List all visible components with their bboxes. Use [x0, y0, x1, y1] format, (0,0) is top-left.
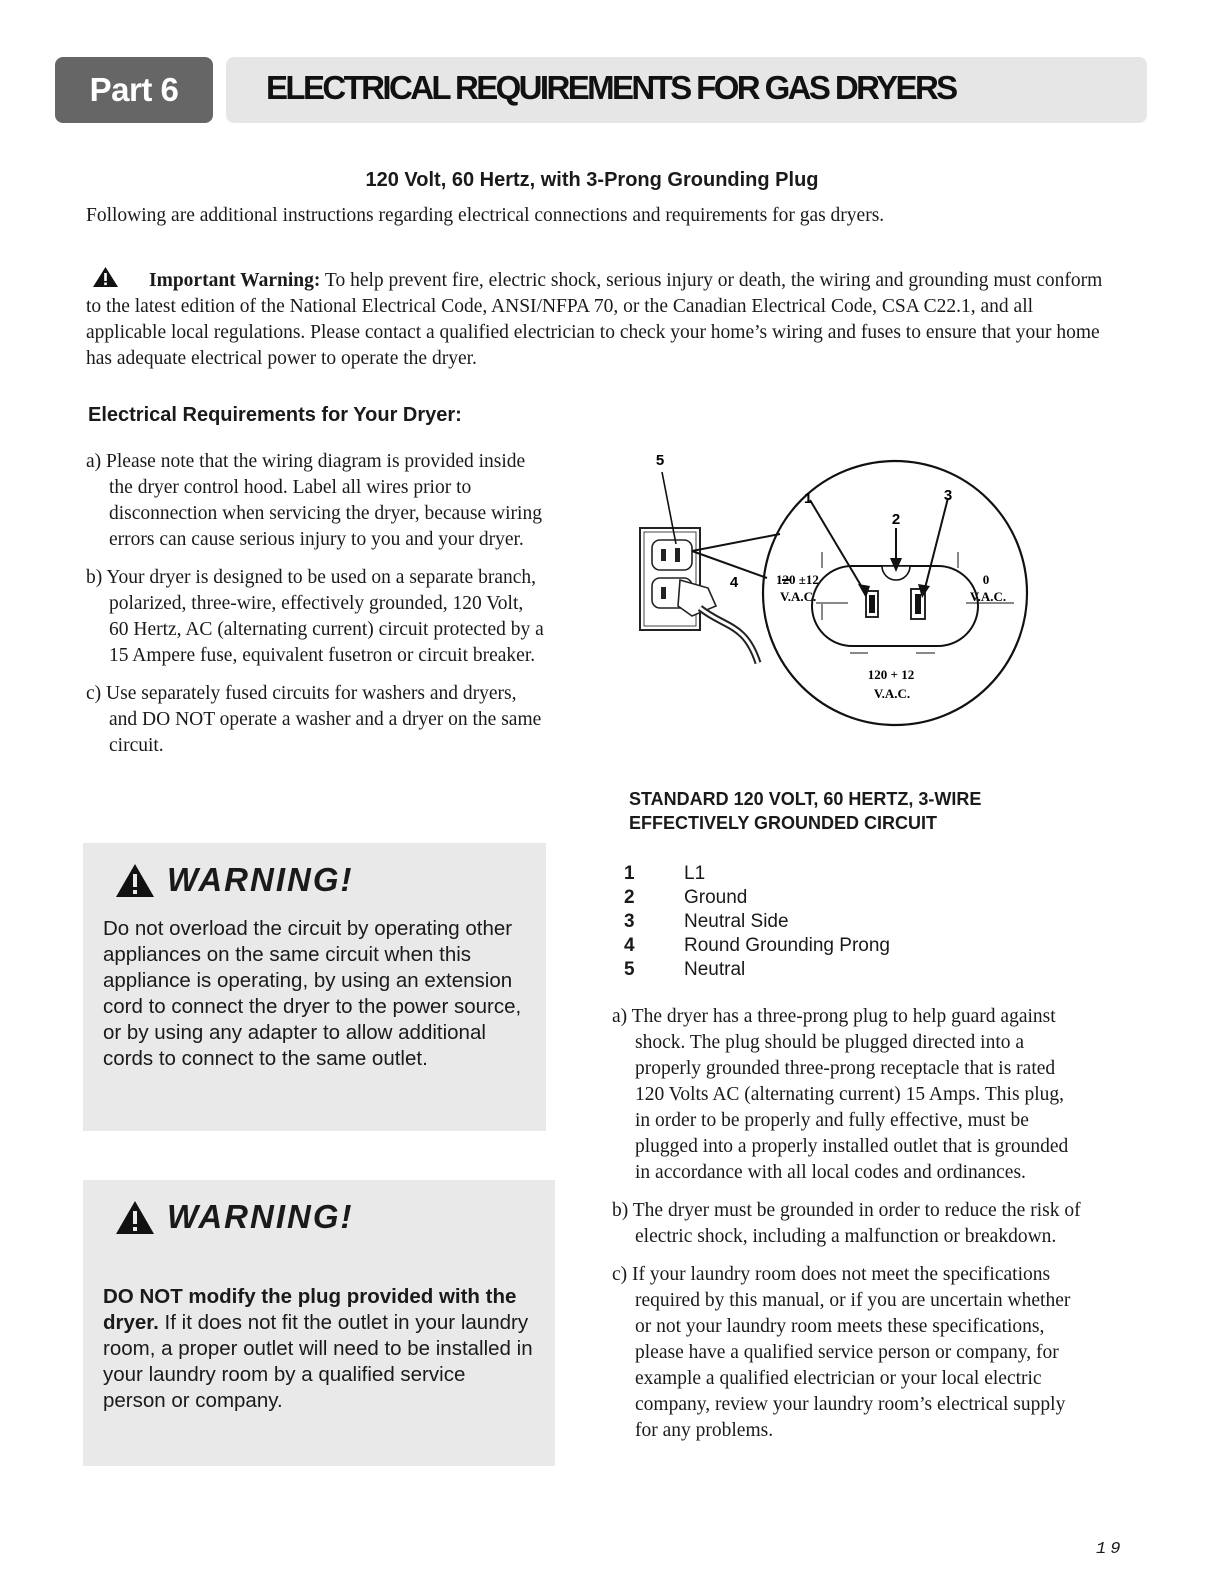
callout-1: 1 [803, 490, 813, 507]
list-item: a) Please note that the wiring diagram is provided inside the dryer control hood. Label all wires prior to disconnection when servicing the dryer, because wiring errors can cause serious injury to you and your dryer. [86, 451, 542, 550]
plug-notes-list [612, 1004, 1082, 1456]
warning-title: WARNING! [167, 861, 354, 898]
legend-row [624, 862, 890, 886]
legend-row [624, 958, 890, 982]
callout-2: 2 [891, 511, 901, 528]
warning-body-text: If it does not fit the outlet in your laundry room, a proper outlet will need to be installed in your laundry room by a qualified service person or company. [103, 1311, 533, 1412]
legend-label: Round Grounding Prong [684, 935, 890, 956]
legend-num: 3 [624, 911, 635, 932]
legend-row [624, 934, 890, 958]
list-item: c) If your laundry room does not meet the specifications required by this manual, or if you are uncertain whether or not your laundry room meets these specifications, please have a qualified service person or company, for example a qualified electrician or your local electric company, review your laundry room’s electrical supply for any problems. [612, 1264, 1071, 1441]
callout-4: 4 [729, 574, 739, 591]
warning-header [115, 1198, 353, 1236]
voltage-right: 0 [982, 572, 990, 587]
title-bar [226, 57, 1147, 123]
diagram-legend [624, 862, 890, 982]
legend-row [624, 910, 890, 934]
legend-num: 2 [624, 887, 635, 908]
warning-box-overload [83, 843, 546, 1131]
warning-triangle-icon [115, 863, 155, 898]
page-number: 19 [1096, 1540, 1125, 1559]
important-warning [86, 266, 1116, 372]
callout-3: 3 [943, 487, 953, 504]
subtitle: 120 Volt, 60 Hertz, with 3-Prong Grounding Plug [365, 169, 819, 191]
voltage-right-unit: V.A.C. [969, 589, 1007, 604]
important-warning-label: Important Warning: [149, 270, 321, 291]
legend-label: Neutral [684, 959, 746, 980]
requirements-list [86, 449, 546, 771]
legend-num: 1 [624, 863, 635, 884]
callout-5: 5 [655, 452, 665, 469]
warning-triangle-icon [115, 1200, 155, 1235]
plug-body [678, 580, 716, 616]
legend-label: Neutral Side [684, 911, 789, 932]
power-cord [700, 608, 758, 663]
voltage-left-unit: V.A.C. [780, 589, 817, 604]
warning-body [103, 1284, 533, 1414]
page-title: ELECTRICAL REQUIREMENTS FOR GAS DRYERS [266, 69, 956, 106]
warning-title: WARNING! [167, 1198, 354, 1235]
legend-label: L1 [684, 863, 706, 884]
upper-receptacle [652, 540, 692, 570]
important-warning-text: To help prevent fire, electric shock, serious injury or death, the wiring and grounding must conform to the latest edition of the National Electrical Code, ANSI/NFPA 70, or the Canadian Electrical Code, CSA C22.1, and all applicable local regulations. Please contact a qualified electrician to check your home’s wiring and fuses to ensure that your home has adequate electrical power to operate the dryer. [86, 270, 1103, 369]
warning-box-plug [83, 1180, 555, 1466]
warning-header [115, 861, 353, 899]
warning-triangle-icon [92, 266, 119, 288]
warning-body: Do not overload the circuit by operating other appliances on the same circuit when this appliance is operating, by using an extension cord to connect the dryer to the power source, or by using any adapter to allow additional cords to connect to the same outlet. [103, 917, 522, 1070]
voltage-bottom-unit: V.A.C. [873, 686, 911, 701]
list-item: a) The dryer has a three-prong plug to help guard against shock. The plug should be plugged directed into a properly grounded three-prong receptacle that is rated 120 Volts AC (alternating current) 15 Amps. This plug, in order to be properly and fully effective, must be plugged into a properly installed outlet that is grounded in accordance with all local codes and ordinances. [612, 1006, 1069, 1183]
intro-text: Following are additional instructions regarding electrical connections and requirements for gas dryers. [86, 205, 885, 226]
part-label: Part 6 [55, 57, 213, 123]
requirements-heading: Electrical Requirements for Your Dryer: [88, 404, 462, 426]
diagram-caption: STANDARD 120 VOLT, 60 HERTZ, 3-WIRE EFFECTIVELY GROUNDED CIRCUIT [629, 789, 982, 833]
voltage-bottom: 120 + 12 [867, 667, 915, 682]
legend-num: 5 [624, 959, 635, 980]
list-item: c) Use separately fused circuits for washers and dryers, and DO NOT operate a washer and a dryer on the same circuit. [86, 683, 542, 756]
list-item: b) Your dryer is designed to be used on a separate branch, polarized, three-wire, effectively grounded, 120 Volt, 60 Hertz, AC (alternating current) circuit protected by a 15 Ampere fuse, equivalent fusetron or circuit breaker. [86, 567, 544, 666]
list-item: b) The dryer must be grounded in order to reduce the risk of electric shock, including a malfunction or breakdown. [612, 1200, 1081, 1247]
warning-bold-text: DO NOT modify the plug provided with the dryer. [103, 1285, 517, 1334]
legend-label: Ground [684, 887, 748, 908]
outlet-diagram [630, 448, 1040, 738]
voltage-left: 120 ±12 [776, 572, 819, 587]
legend-num: 4 [624, 935, 635, 956]
legend-row [624, 886, 890, 910]
